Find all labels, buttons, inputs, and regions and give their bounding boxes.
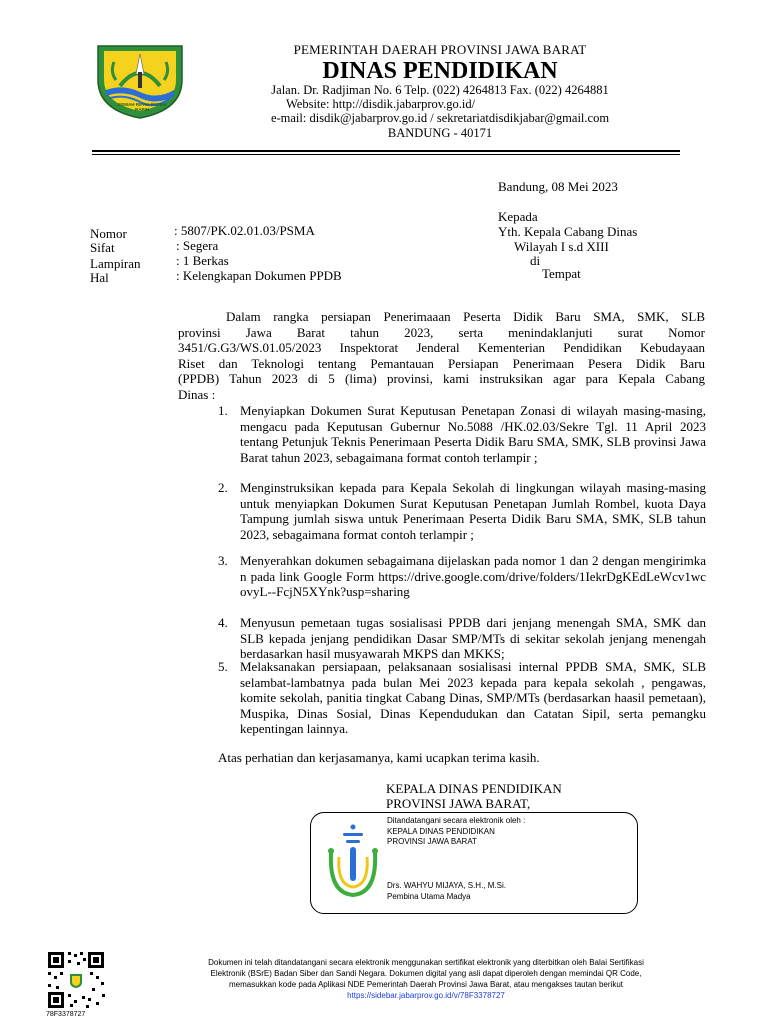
list-item-number: 4. — [218, 615, 228, 630]
list-item-text: Menyusun pemetaan tugas sosialisasi PPDB dari jenjang menengah SMA, SMK dan SLB kepada jenjang pendidikan Dasar SMP/MTs di sekitar sekolah jenjang menengah berdasarkan hasil musyawarah MKPS dan MKKS; — [240, 615, 706, 661]
recipient-kepada: Kepada — [498, 209, 538, 224]
esign-line-1: Ditandatangani secara elektronik oleh : — [387, 816, 526, 825]
recipient-yth: Yth. Kepala Cabang Dinas — [498, 224, 638, 239]
intro-line-4: Riset dan Teknologi tentang Pemantauan Persiapan Penerimaan Pesera Didik Baru — [178, 355, 705, 371]
footer-line-1: Dokumen ini telah ditandatangani secara elektronik menggunakan sertifikat elektronik yang diterbitkan oleh Balai Sertifikasi — [208, 958, 644, 967]
signer-title-2: PROVINSI JAWA BARAT, — [386, 796, 531, 811]
bsre-logo-icon — [323, 821, 383, 905]
intro-line-5: (PPDB) Tahun 2023 di 5 (lima) provinsi, kami instruksikan agar para Kepala Cabang — [178, 371, 705, 386]
esign-line-2: KEPALA DINAS PENDIDIKAN — [387, 826, 495, 836]
list-item-number: 1. — [218, 403, 228, 418]
list-item-number: 2. — [218, 480, 228, 495]
list-item-text: Menginstruksikan kepada para Kepala Sekolah di lingkungan wilayah masing-masing untuk menyiapkan Dokumen Surat Keputusan Penetapan Jumlah Rombel, kuota Daya Tampung jumlah siswa untuk Penerimaan Peserta Didik Baru SMA, SMK, SLB tahun 2023, sebagaimana format contoh terlampir ; — [240, 480, 706, 542]
meta-value-nomor: : 5807/PK.02.01.03/PSMA — [174, 223, 315, 238]
meta-value-hal: : Kelengkapan Dokumen PPDB — [176, 268, 342, 283]
meta-label-hal: Hal — [90, 270, 109, 285]
intro-line-1: Dalam rangka persiapan Penerimaaan Peserta Didik Baru SMA, SMK, SLB — [226, 309, 705, 324]
meta-value-sifat: : Segera — [176, 238, 219, 253]
esign-rank: Pembina Utama Madya — [387, 892, 471, 901]
footer-line-3: memasukkan kode pada Aplikasi NDE Pemerintah Daerah Provinsi Jawa Barat, atau mengakses tautan berikut — [229, 980, 623, 989]
meta-label-nomor: Nomor — [90, 226, 127, 241]
meta-label-sifat: Sifat — [90, 240, 115, 255]
logo-motto: GEMAH RIPAH REPEH RAPIH — [117, 102, 167, 112]
header-rule-thick — [92, 150, 680, 152]
intro-line-3: 3451/G.G3/WS.01.05/2023 Inspektorat Jenderal Kementerian Pendidikan Kebudayaan — [178, 340, 705, 355]
esign-line-3: PROVINSI JAWA BARAT — [387, 837, 477, 846]
header-agency: DINAS PENDIDIKAN — [322, 58, 558, 84]
list-item-number: 3. — [218, 553, 228, 568]
recipient-di: di — [530, 253, 541, 268]
jabar-logo — [90, 40, 190, 120]
header-government: PEMERINTAH DAERAH PROVINSI JAWA BARAT — [293, 42, 587, 57]
closing-sentence: Atas perhatian dan kerjasamanya, kami ucapkan terima kasih. — [218, 750, 540, 765]
footer-line-2: Elektronik (BSrE) Badan Siber dan Sandi Negara. Dokumen digital yang asli dapat diperoleh dengan memindai QR Code, — [210, 969, 642, 978]
recipient-wilayah: Wilayah I s.d XIII — [514, 239, 609, 254]
meta-value-lampiran: : 1 Berkas — [176, 253, 229, 268]
header-rule-thin — [92, 154, 680, 155]
list-item-text: Menyerahkan dokumen sebagaimana dijelaskan pada nomor 1 dan 2 dengan mengirimkan pada link Google Form https://drive.google.com/drive/folders/1IekrDgKEdLeWcv1wcovyL--FcjN5XYnk?usp=sharing — [240, 553, 706, 599]
qr-code-icon — [46, 950, 106, 1010]
header-city: BANDUNG - 40171 — [387, 126, 493, 140]
list-item-text: Melaksanakan persiapaan, pelaksanaan sosialisasi internal PPDB SMA, SMK, SLB selambat-lambatnya pada bulan Mei 2023 kepada para kepala sekolah , pengawas, komite sekolah, panitia tingkat Cabang Dinas, SMP/MTs (berdasarkan haasil pemetaan), Muspika, Dinas Sosial, Dinas Kependudukan dan Catatan Sipil, serta pemangku kepentingan lainnya. — [240, 659, 706, 736]
header-email: e-mail: disdik@jabarprov.go.id / sekretariatdisdikjabar@gmail.com — [270, 111, 610, 125]
list-item-number: 5. — [218, 659, 228, 674]
header-website: Website: http://disdik.jabarprov.go.id/ — [286, 97, 476, 111]
esign-signer — [387, 880, 506, 902]
letter-date: Bandung, 08 Mei 2023 — [498, 179, 618, 194]
qr-code-label: 78F3378727 — [46, 1011, 86, 1018]
esign-name: Drs. WAHYU MIJAYA, S.H., M.Si. — [387, 881, 506, 890]
meta-label-lampiran: Lampiran — [90, 256, 141, 271]
footer-note — [136, 957, 716, 1001]
recipient-tempat: Tempat — [542, 266, 581, 281]
footer-verify-link[interactable]: https://sidebar.jabarprov.go.id/v/78F3378727 — [347, 991, 505, 1000]
list-item-text: Menyiapkan Dokumen Surat Keputusan Penetapan Zonasi di wilayah masing-masing, mengacu pada Keputusan Gubernur No.5088 /HK.02.03/Sekre Tgl. 11 April 2023 tentang Petunjuk Teknis Penerimaan Peserta Didik Baru SMA, SMK, SLB provinsi Jawa Barat tahun 2023, sebagaimana format contoh terlampir ; — [240, 403, 706, 465]
e-signature-box — [310, 812, 638, 914]
intro-line-6: Dinas : — [178, 386, 216, 402]
header-address: Jalan. Dr. Radjiman No. 6 Telp. (022) 4264813 Fax. (022) 4264881 — [271, 83, 609, 97]
esign-info — [387, 816, 525, 848]
intro-paragraph — [178, 309, 705, 402]
signer-title-1: KEPALA DINAS PENDIDIKAN — [386, 781, 562, 796]
intro-line-2: provinsi Jawa Barat tahun 2023, serta menindaklanjuti surat Nomor — [178, 324, 705, 340]
